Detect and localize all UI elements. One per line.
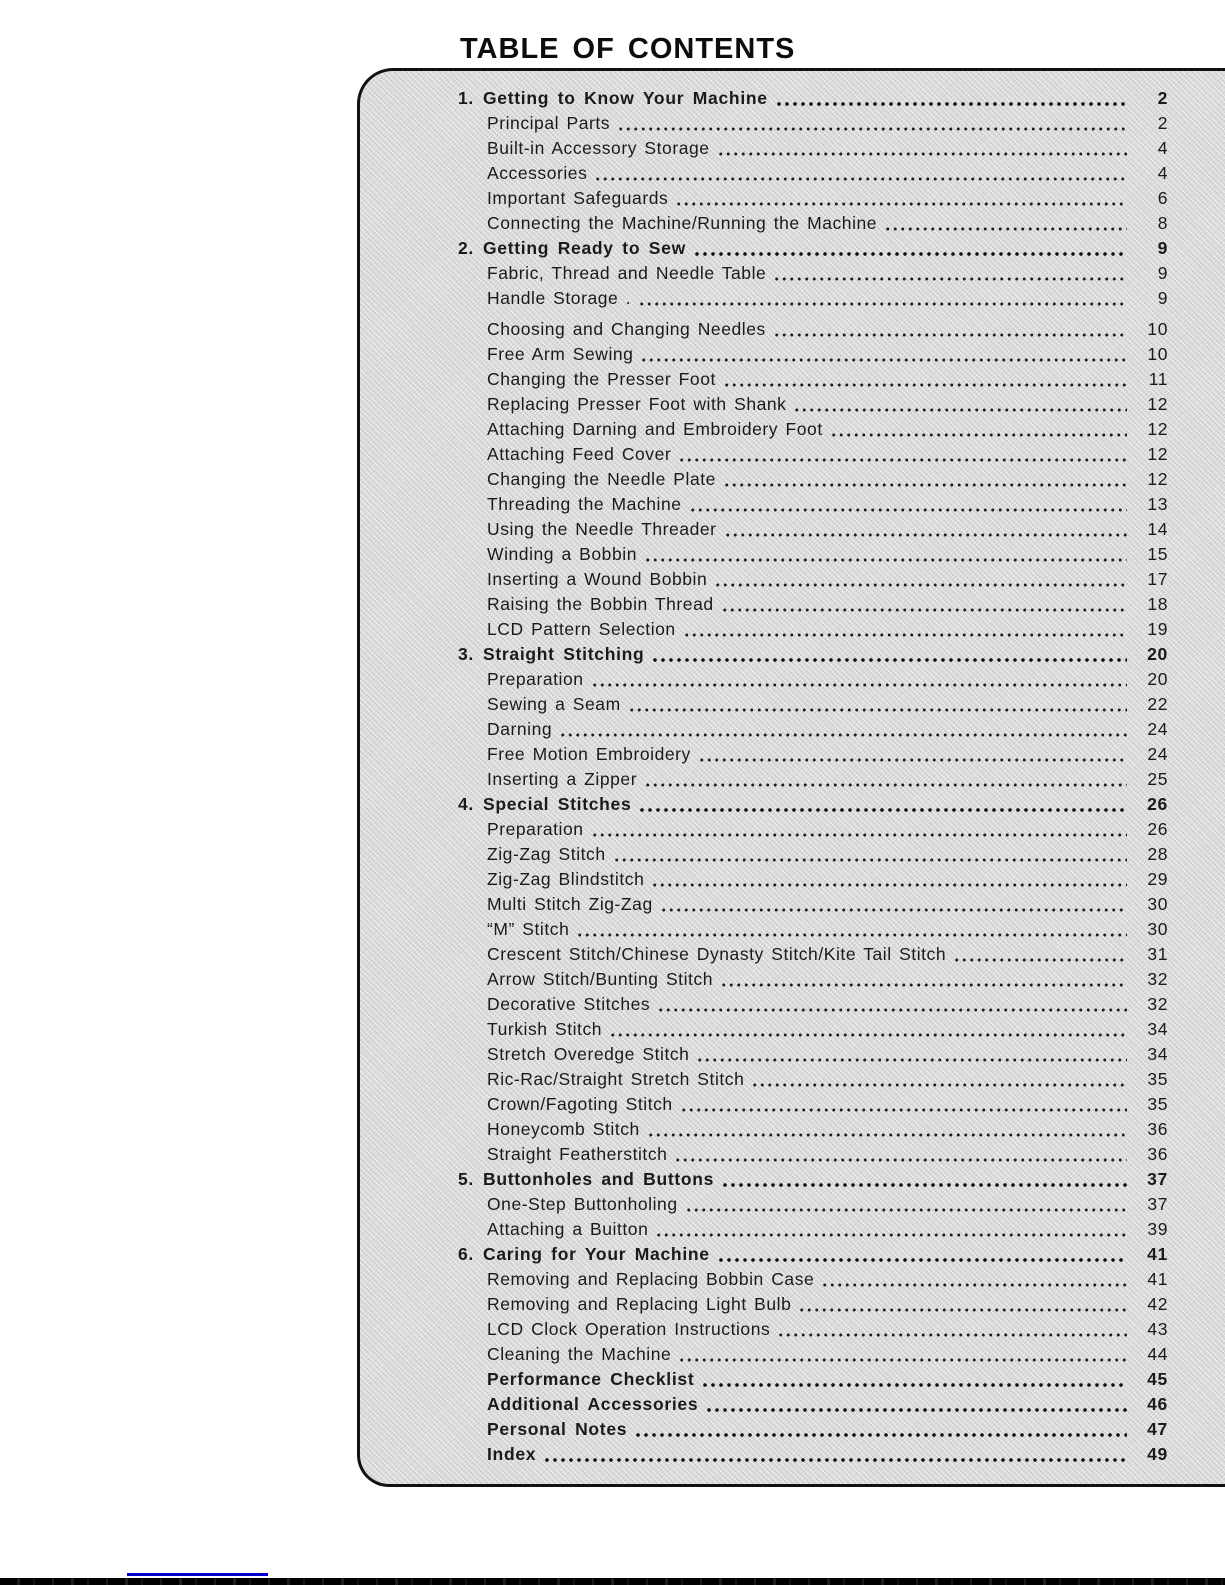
toc-entry-label: Attaching Feed Cover <box>487 444 672 464</box>
toc-dot-leader <box>613 858 1127 862</box>
toc-page-number: 45 <box>1147 1369 1168 1389</box>
toc-dot-leader <box>821 1283 1127 1287</box>
toc-page-number: 4 <box>1157 138 1168 158</box>
toc-dot-leader <box>689 508 1127 512</box>
toc-entry-label: Decorative Stitches <box>487 994 651 1014</box>
toc-page-number: 18 <box>1147 594 1168 614</box>
toc-dot-leader <box>793 408 1127 412</box>
toc-entry-label: Darning <box>487 719 553 739</box>
toc-row <box>458 367 1168 392</box>
toc-row <box>458 1167 1168 1192</box>
toc-row <box>458 392 1168 417</box>
toc-dot-leader <box>751 1083 1127 1087</box>
toc-row <box>458 1242 1168 1267</box>
toc-row <box>458 1417 1168 1442</box>
toc-entry-label: One-Step Buttonholing <box>487 1194 678 1214</box>
toc-page-number: 9 <box>1157 238 1168 258</box>
toc-entry-label: Replacing Presser Foot with Shank <box>487 394 787 414</box>
toc-dot-leader <box>675 202 1127 206</box>
toc-entry-label: Principal Parts <box>487 113 611 133</box>
toc-page-number: 13 <box>1147 494 1168 514</box>
toc-page-number: 37 <box>1147 1169 1168 1189</box>
toc-row <box>458 742 1168 767</box>
toc-page-number: 41 <box>1147 1269 1168 1289</box>
toc-row <box>458 692 1168 717</box>
toc-row <box>458 236 1168 261</box>
toc-page-number: 32 <box>1147 969 1168 989</box>
toc-entry-label: Zig-Zag Blindstitch <box>487 869 645 889</box>
toc-entry-label: Cleaning the Machine <box>487 1344 672 1364</box>
toc-entry-label: Threading the Machine <box>487 494 682 514</box>
toc-page-number: 36 <box>1147 1144 1168 1164</box>
toc-row <box>458 617 1168 642</box>
toc-entry-label: Additional Accessories <box>487 1394 699 1414</box>
toc-dot-leader <box>651 883 1127 887</box>
toc-dot-leader <box>705 1408 1127 1412</box>
toc-row <box>458 286 1168 311</box>
toc-dot-leader <box>594 177 1127 181</box>
toc-page-number: 2 <box>1157 88 1168 108</box>
scan-bottom-edge-bar <box>0 1578 1225 1585</box>
toc-dot-leader <box>714 583 1127 587</box>
toc-list <box>458 86 1168 1467</box>
toc-dot-leader <box>647 1133 1127 1137</box>
toc-dot-leader <box>717 1258 1127 1262</box>
toc-row <box>458 867 1168 892</box>
toc-dot-leader <box>693 252 1127 256</box>
toc-page-number: 12 <box>1147 444 1168 464</box>
toc-dot-leader <box>678 1358 1127 1362</box>
toc-dot-leader <box>721 608 1127 612</box>
toc-row <box>458 467 1168 492</box>
toc-entry-label: Buttonholes and Buttons <box>483 1169 715 1189</box>
toc-entry-label: Built-in Accessory Storage <box>487 138 710 158</box>
toc-page-number: 26 <box>1147 794 1168 814</box>
toc-panel <box>357 68 1225 1487</box>
toc-page-number: 24 <box>1147 719 1168 739</box>
toc-dot-leader <box>644 558 1127 562</box>
toc-page-number: 25 <box>1147 769 1168 789</box>
toc-entry-label: Connecting the Machine/Running the Machine <box>487 213 878 233</box>
toc-page-number: 29 <box>1147 869 1168 889</box>
toc-dot-leader <box>609 1033 1127 1037</box>
toc-entry-label: Inserting a Zipper <box>487 769 638 789</box>
toc-entry-label: Sewing a Seam <box>487 694 621 714</box>
toc-entry-label: Choosing and Changing Needles <box>487 319 766 339</box>
toc-row <box>458 1367 1168 1392</box>
toc-section-number: 5. <box>458 1169 474 1189</box>
toc-entry-label: Important Safeguards <box>487 188 669 208</box>
toc-entry-label: Accessories <box>487 163 588 183</box>
toc-entry-label: Personal Notes <box>487 1419 628 1439</box>
toc-entry-label: Free Motion Embroidery <box>487 744 691 764</box>
toc-page-number: 37 <box>1147 1194 1168 1214</box>
toc-row <box>458 261 1168 286</box>
toc-row <box>458 1342 1168 1367</box>
toc-entry-label: Inserting a Wound Bobbin <box>487 569 708 589</box>
toc-entry-label: Getting Ready to Sew <box>483 238 686 258</box>
toc-row <box>458 186 1168 211</box>
toc-dot-leader <box>685 1208 1127 1212</box>
toc-entry-label: LCD Clock Operation Instructions <box>487 1319 771 1339</box>
toc-entry-label: Honeycomb Stitch <box>487 1119 640 1139</box>
toc-dot-leader <box>777 1333 1127 1337</box>
toc-dot-leader <box>884 227 1127 231</box>
toc-page-number: 2 <box>1157 113 1168 133</box>
toc-dot-leader <box>651 658 1127 662</box>
toc-entry-label: Free Arm Sewing <box>487 344 634 364</box>
toc-page-number: 39 <box>1147 1219 1168 1239</box>
toc-row <box>458 442 1168 467</box>
toc-row <box>458 642 1168 667</box>
toc-row <box>458 542 1168 567</box>
toc-page-number: 9 <box>1157 288 1168 308</box>
toc-page-number: 12 <box>1147 419 1168 439</box>
toc-page-number: 34 <box>1147 1044 1168 1064</box>
toc-dot-leader <box>717 152 1127 156</box>
toc-dot-leader <box>678 458 1127 462</box>
toc-page-number: 10 <box>1147 319 1168 339</box>
toc-row <box>458 161 1168 186</box>
toc-row <box>458 817 1168 842</box>
toc-entry-label: Raising the Bobbin Thread <box>487 594 714 614</box>
toc-dot-leader <box>657 1008 1127 1012</box>
toc-page-number: 11 <box>1148 369 1168 389</box>
toc-section-number: 1. <box>458 88 474 108</box>
toc-row <box>458 1392 1168 1417</box>
toc-entry-label: Fabric, Thread and Needle Table <box>487 263 767 283</box>
scan-blue-line-artifact <box>127 1573 268 1576</box>
toc-page-number: 42 <box>1147 1294 1168 1314</box>
toc-page-number: 8 <box>1157 213 1168 233</box>
toc-row <box>458 1042 1168 1067</box>
toc-entry-label: “M” Stitch <box>487 919 570 939</box>
toc-dot-leader <box>644 783 1127 787</box>
toc-dot-leader <box>576 933 1127 937</box>
toc-row <box>458 492 1168 517</box>
toc-row <box>458 792 1168 817</box>
toc-entry-label: Straight Stitching <box>483 644 645 664</box>
toc-page-number: 31 <box>1147 944 1168 964</box>
toc-row <box>458 1292 1168 1317</box>
toc-row <box>458 1192 1168 1217</box>
toc-page-number: 44 <box>1147 1344 1168 1364</box>
toc-entry-label: LCD Pattern Selection <box>487 619 676 639</box>
page-title: TABLE OF CONTENTS <box>460 33 796 65</box>
toc-entry-label: Removing and Replacing Light Bulb <box>487 1294 792 1314</box>
toc-entry-label: Changing the Presser Foot <box>487 369 716 389</box>
toc-entry-label: Special Stitches <box>483 794 632 814</box>
toc-entry-label: Winding a Bobbin <box>487 544 637 564</box>
toc-page-number: 43 <box>1147 1319 1168 1339</box>
toc-entry-label: Ric-Rac/Straight Stretch Stitch <box>487 1069 745 1089</box>
toc-entry-label: Preparation <box>487 669 584 689</box>
toc-entry-label: Handle Storage . <box>487 288 632 308</box>
toc-entry-label: Zig-Zag Stitch <box>487 844 606 864</box>
toc-section-number: 4. <box>458 794 474 814</box>
toc-page-number: 26 <box>1147 819 1168 839</box>
toc-page-number: 32 <box>1147 994 1168 1014</box>
toc-dot-leader <box>660 908 1127 912</box>
toc-entry-label: Turkish Stitch <box>487 1019 603 1039</box>
toc-section-number: 2. <box>458 238 474 258</box>
toc-entry-label: Preparation <box>487 819 584 839</box>
toc-row <box>458 992 1168 1017</box>
toc-page-number: 15 <box>1147 544 1168 564</box>
toc-page-number: 14 <box>1147 519 1168 539</box>
toc-entry-label: Straight Featherstitch <box>487 1144 668 1164</box>
toc-row <box>458 1442 1168 1467</box>
toc-row <box>458 967 1168 992</box>
toc-page-number: 9 <box>1157 263 1168 283</box>
toc-dot-leader <box>723 483 1127 487</box>
toc-dot-leader <box>617 127 1127 131</box>
toc-entry-label: Multi Stitch Zig-Zag <box>487 894 653 914</box>
toc-page-number: 24 <box>1147 744 1168 764</box>
toc-page-number: 34 <box>1147 1019 1168 1039</box>
toc-dot-leader <box>720 983 1127 987</box>
toc-dot-leader <box>634 1433 1127 1437</box>
toc-row <box>458 667 1168 692</box>
toc-dot-leader <box>798 1308 1127 1312</box>
toc-page-number: 22 <box>1147 694 1168 714</box>
toc-row <box>458 592 1168 617</box>
toc-entry-label: Caring for Your Machine <box>483 1244 710 1264</box>
toc-row <box>458 767 1168 792</box>
toc-dot-leader <box>953 958 1127 962</box>
toc-page-number: 20 <box>1147 644 1168 664</box>
toc-entry-label: Attaching a Buitton <box>487 1219 649 1239</box>
toc-dot-leader <box>698 758 1127 762</box>
toc-dot-leader <box>696 1058 1127 1062</box>
toc-entry-label: Changing the Needle Plate <box>487 469 716 489</box>
toc-page-number: 30 <box>1147 894 1168 914</box>
toc-entry-label: Crown/Fagoting Stitch <box>487 1094 673 1114</box>
toc-entry-label: Crescent Stitch/Chinese Dynasty Stitch/Kite Tail Stitch <box>487 944 947 964</box>
toc-row <box>458 1267 1168 1292</box>
toc-entry-label: Removing and Replacing Bobbin Case <box>487 1269 815 1289</box>
toc-page-number: 12 <box>1147 469 1168 489</box>
toc-dot-leader <box>591 683 1127 687</box>
toc-row <box>458 1317 1168 1342</box>
toc-page-number: 35 <box>1147 1069 1168 1089</box>
toc-row <box>458 1017 1168 1042</box>
toc-dot-leader <box>680 1108 1127 1112</box>
toc-dot-leader <box>591 833 1127 837</box>
toc-row <box>458 1067 1168 1092</box>
toc-row <box>458 1217 1168 1242</box>
toc-entry-label: Arrow Stitch/Bunting Stitch <box>487 969 714 989</box>
toc-page-number: 36 <box>1147 1119 1168 1139</box>
toc-row <box>458 517 1168 542</box>
toc-entry-label: Getting to Know Your Machine <box>483 88 768 108</box>
toc-row <box>458 567 1168 592</box>
toc-row <box>458 342 1168 367</box>
toc-row <box>458 842 1168 867</box>
toc-dot-leader <box>775 102 1127 106</box>
toc-row <box>458 111 1168 136</box>
toc-row <box>458 942 1168 967</box>
toc-dot-leader <box>559 733 1127 737</box>
toc-dot-leader <box>721 1183 1127 1187</box>
toc-dot-leader <box>640 358 1127 362</box>
toc-page-number: 46 <box>1147 1394 1168 1414</box>
toc-dot-leader <box>638 302 1127 306</box>
toc-page-number: 41 <box>1147 1244 1168 1264</box>
toc-entry-label: Using the Needle Threader <box>487 519 717 539</box>
toc-row <box>458 892 1168 917</box>
toc-page-number: 47 <box>1147 1419 1168 1439</box>
toc-page-number: 30 <box>1147 919 1168 939</box>
toc-dot-leader <box>683 633 1127 637</box>
toc-dot-leader <box>723 383 1127 387</box>
toc-dot-leader <box>655 1233 1127 1237</box>
toc-entry-label: Index <box>487 1444 537 1464</box>
toc-page-number: 4 <box>1157 163 1168 183</box>
toc-entry-label: Performance Checklist <box>487 1369 695 1389</box>
toc-page-number: 20 <box>1147 669 1168 689</box>
toc-dot-leader <box>543 1458 1127 1462</box>
toc-row <box>458 917 1168 942</box>
toc-row <box>458 136 1168 161</box>
toc-page-number: 35 <box>1147 1094 1168 1114</box>
toc-entry-label: Stretch Overedge Stitch <box>487 1044 690 1064</box>
toc-dot-leader <box>773 333 1127 337</box>
toc-row <box>458 1117 1168 1142</box>
toc-row <box>458 86 1168 111</box>
toc-page-number: 12 <box>1147 394 1168 414</box>
toc-dot-leader <box>638 808 1127 812</box>
toc-page-number: 19 <box>1147 619 1168 639</box>
toc-row <box>458 317 1168 342</box>
toc-section-number: 3. <box>458 644 474 664</box>
toc-dot-leader <box>830 433 1127 437</box>
toc-row <box>458 1092 1168 1117</box>
toc-page-number: 6 <box>1157 188 1168 208</box>
toc-page-number: 49 <box>1147 1444 1168 1464</box>
toc-row <box>458 211 1168 236</box>
toc-row <box>458 1142 1168 1167</box>
toc-entry-label: Attaching Darning and Embroidery Foot <box>487 419 823 439</box>
toc-dot-leader <box>701 1383 1127 1387</box>
toc-section-number: 6. <box>458 1244 474 1264</box>
toc-dot-leader <box>724 533 1127 537</box>
toc-page-number: 28 <box>1147 844 1168 864</box>
toc-page-number: 17 <box>1147 569 1168 589</box>
toc-row <box>458 417 1168 442</box>
toc-dot-leader <box>628 708 1127 712</box>
toc-dot-leader <box>674 1158 1127 1162</box>
toc-dot-leader <box>773 277 1127 281</box>
toc-page-number: 10 <box>1147 344 1168 364</box>
toc-row <box>458 717 1168 742</box>
